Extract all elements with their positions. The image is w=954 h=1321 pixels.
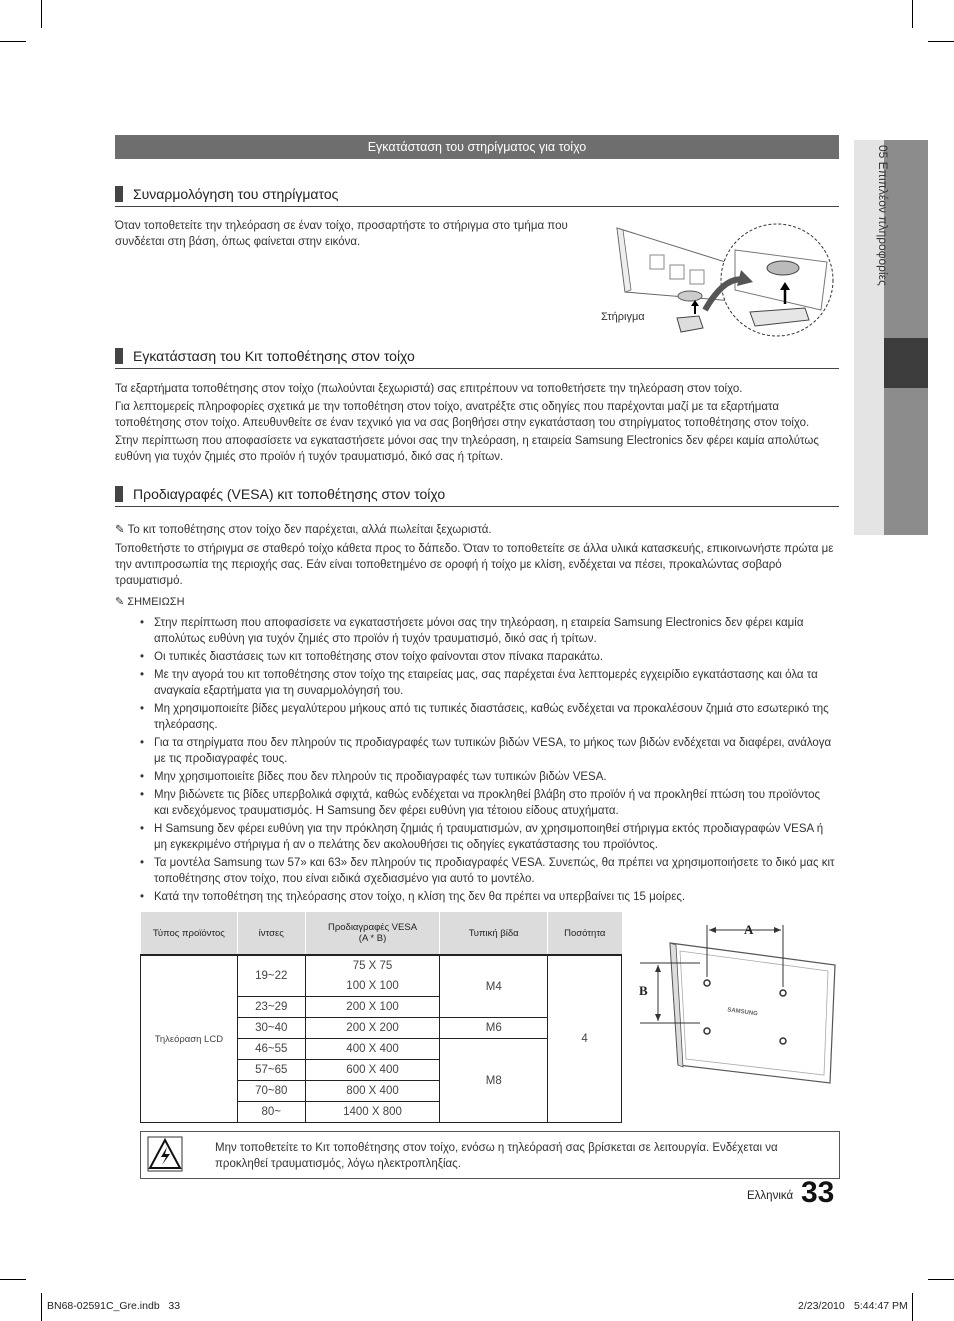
cell-inches: 80~ [237, 1102, 305, 1123]
table-header-row [141, 912, 622, 955]
cell-inches: 23~29 [237, 997, 305, 1018]
bracket-label: Στήριγμα [601, 311, 645, 323]
cell-inches: 30~40 [237, 1018, 305, 1039]
section-heading-assembly: Συναρμολόγηση του στηρίγματος [115, 184, 839, 207]
section-heading-wall-kit: Εγκατάσταση του Κιτ τοποθέτησης στον τοίχο [115, 346, 839, 369]
list-item: • Τα μοντέλα Samsung των 57» και 63» δεν πληρούν τις προδιαγραφές VESA. Συνεπώς, θα πρέπει να χρησιμοποιήσετε το δικό μας κιτ τοποθέτησης στον τοίχο, που είναι ειδικά σχεδιασμένο για αυτό το μοντέλο. [140, 855, 835, 887]
cell-screw: M6 [440, 1018, 548, 1039]
label-a: A [744, 922, 754, 937]
label-b: B [639, 983, 648, 998]
header-vesa: Προδιαγραφές VESA (A * B) [305, 912, 440, 955]
list-item: • Με την αγορά του κιτ τοποθέτησης στον τοίχο της εταιρείας μας, σας παρέχεται ένα λεπτομερές εγχειρίδιο εγκατάστασης και όλα τα αναγκαία εξαρτήματα για τη συναρμολόγησή του. [140, 667, 835, 699]
crop-mark [0, 41, 26, 42]
header-screw: Τυπική βίδα [440, 912, 548, 955]
vesa-text: Τοποθετήστε το στήριγμα σε σταθερό τοίχο κάθετα προς το δάπεδο. Όταν το τοποθετείτε σε άλλα υλικά κατασκευής, επικοινωνήστε πρώτα με την αντιπροσωπία της περιοχής σας. Εάν είναι τοποθετημένο σε οροφή ή τοίχο με κλίση, ενδέχεται να πέσει, προκαλώντας σοβαρό τραυματισμό. [115, 543, 834, 587]
section-heading-vesa: Προδιαγραφές (VESA) κιτ τοποθέτησης στον τοίχο [115, 484, 839, 507]
brand-logo: SAMSUNG [726, 1007, 759, 1018]
cell-screw: M8 [440, 1039, 548, 1123]
footer-file: BN68-02591C_Gre.indb 33 [47, 1300, 181, 1312]
heading-bar [115, 186, 123, 202]
list-item: • Στην περίπτωση που αποφασίσετε να εγκαταστήσετε μόνοι σας την τηλεόραση, η εταιρεία Samsung Electronics δεν φέρει καμία απολύτως ευθύνη για τυχόν ζημιές στο προϊόν ή τυχόν τραυματισμό, δικό σας ή τρίτων. [140, 615, 835, 647]
page-banner: Εγκατάσταση του στηρίγματος για τοίχο [115, 135, 839, 159]
cell-vesa: 200 X 100 [305, 997, 440, 1018]
electric-shock-warning-icon [147, 1136, 183, 1172]
cell-vesa: 600 X 400 [305, 1060, 440, 1081]
wall-kit-text-2: Για λεπτομερείς πληροφορίες σχετικά με την τοποθέτηση στον τοίχο, ανατρέξτε στις οδηγίες που παρέχονται μαζί με τα εξαρτήματα τοποθέτησης στον τοίχο. Απευθυνθείτε σε έναν τεχνικό για να σας βοηθήσει στην εγκατάσταση του στηρίγματος τοποθέτησης στον τοίχο. [115, 401, 810, 429]
cell-vesa: 75 X 75 [305, 955, 440, 976]
list-item: • Μην χρησιμοποιείτε βίδες που δεν πληρούν τις προδιαγραφές των τυπικών βιδών VESA. [140, 769, 835, 785]
heading-bar [115, 348, 123, 364]
cell-inches: 57~65 [237, 1060, 305, 1081]
crop-mark [912, 0, 913, 28]
list-item: • Για τα στηρίγματα που δεν πληρούν τις προδιαγραφές των τυπικών βιδών VESA, το μήκος των βιδών ενδέχεται να διαφέρει, ανάλογα με τις προδιαγραφές τους. [140, 735, 835, 767]
cell-vesa: 100 X 100 [305, 976, 440, 997]
header-product-type: Τύπος προϊόντος [141, 912, 238, 955]
crop-mark [0, 1279, 26, 1280]
warning-box [140, 1131, 840, 1179]
cell-vesa: 400 X 400 [305, 1039, 440, 1060]
crop-mark [928, 1279, 954, 1280]
list-item: • Οι τυπικές διαστάσεις των κιτ τοποθέτησης στον τοίχο φαίνονται στον πίνακα παρακάτω. [140, 649, 835, 665]
footer-time: 5:44:47 PM [854, 1300, 908, 1312]
cell-inches: 70~80 [237, 1081, 305, 1102]
crop-mark [928, 41, 954, 42]
cell-quantity: 4 [548, 955, 622, 1123]
crop-mark [41, 0, 42, 28]
cell-vesa: 800 X 400 [305, 1081, 440, 1102]
crop-mark [41, 1293, 42, 1321]
pencil-icon: ✎ [115, 596, 125, 608]
list-item: • Μην βιδώνετε τις βίδες υπερβολικά σφιχτά, καθώς ενδέχεται να προκληθεί βλάβη στο προϊόν ή να προκληθεί πτώση του προϊόντος και ενδεχόμενος τραυματισμός. Η Samsung δεν φέρει ευθύνη για τέτοιου είδους ατυχήματα. [140, 787, 835, 819]
pencil-icon: ✎ [115, 524, 125, 536]
heading-bar [115, 486, 123, 502]
side-tab-label: 05 Επιπλέον πληροφορίες [876, 145, 890, 286]
list-item: • Μη χρησιμοποιείτε βίδες μεγαλύτερου μήκους από τις τυπικές διαστάσεις, καθώς ενδέχεται να προκαλέσουν ζημιά στο εσωτερικό της τηλεόρασης. [140, 701, 835, 733]
wall-kit-text-3: Στην περίπτωση που αποφασίσετε να εγκαταστήσετε μόνοι σας την τηλεόραση, η εταιρεία Samsung Electronics δεν φέρει καμία απολύτως ευθύνη για τυχόν ζημιές στο προϊόν ή τυχόν τραυματισμό, δικό σας ή τρίτων. [115, 435, 819, 463]
note-heading: ✎ ΣΗΜΕΙΩΣΗ [115, 596, 185, 608]
vesa-diagram [630, 915, 840, 1115]
note-list [140, 615, 835, 907]
cell-inches: 46~55 [237, 1039, 305, 1060]
cell-screw: M4 [440, 955, 548, 1018]
assembly-text: Όταν τοποθετείτε την τηλεόραση σε έναν τοίχο, προσαρτήστε το στήριγμα στο τμήμα που συνδέεται στη βάση, όπως φαίνεται στην εικόνα. [115, 220, 568, 248]
header-quantity: Ποσότητα [548, 912, 622, 955]
wall-kit-text-1: Τα εξαρτήματα τοποθέτησης στον τοίχο (πωλούνται ξεχωριστά) σας επιτρέπουν να τοποθετήσετε την τηλεόραση στον τοίχο. [115, 383, 743, 395]
list-item: • Η Samsung δεν φέρει ευθύνη για την πρόκληση ζημιάς ή τραυματισμών, αν χρησιμοποιηθεί στήριγμα εκτός προδιαγραφών VESA ή μη εγκεκριμένο στήριγμα ή αν ο πελάτης δεν ακολουθήσει τις οδηγίες εγκατάστασης του προϊόντος. [140, 821, 835, 853]
cell-vesa: 200 X 200 [305, 1018, 440, 1039]
header-inches: ίντσες [237, 912, 305, 955]
cell-inches: 19~22 [237, 955, 305, 997]
list-item: • Κατά την τοποθέτηση της τηλεόρασης στον τοίχο, η κλίση της δεν θα πρέπει να υπερβαίνει τις 15 μοίρες. [140, 889, 835, 905]
crop-mark [912, 1293, 913, 1321]
vesa-note-1: ✎ Το κιτ τοποθέτησης στον τοίχο δεν παρέχεται, αλλά πωλείται ξεχωριστά. [115, 524, 492, 536]
footer-date: 2/23/2010 [798, 1300, 845, 1312]
side-tab-marker [884, 338, 928, 388]
cell-product: Τηλεόραση LCD [141, 955, 238, 1123]
warning-text: Μην τοποθετείτε το Κιτ τοποθέτησης στον τοίχο, ενόσω η τηλεόρασή σας βρίσκεται σε λειτουργία. Ενδέχεται να προκληθεί τραυματισμός, λόγω ηλεκτροπληξίας. [215, 1142, 778, 1170]
bracket-figure [595, 220, 840, 355]
table-row [141, 955, 622, 976]
footer-language: Ελληνικά [747, 1190, 794, 1202]
vesa-table [140, 912, 622, 1123]
page-number: 33 [801, 1176, 835, 1209]
cell-vesa: 1400 X 800 [305, 1102, 440, 1123]
